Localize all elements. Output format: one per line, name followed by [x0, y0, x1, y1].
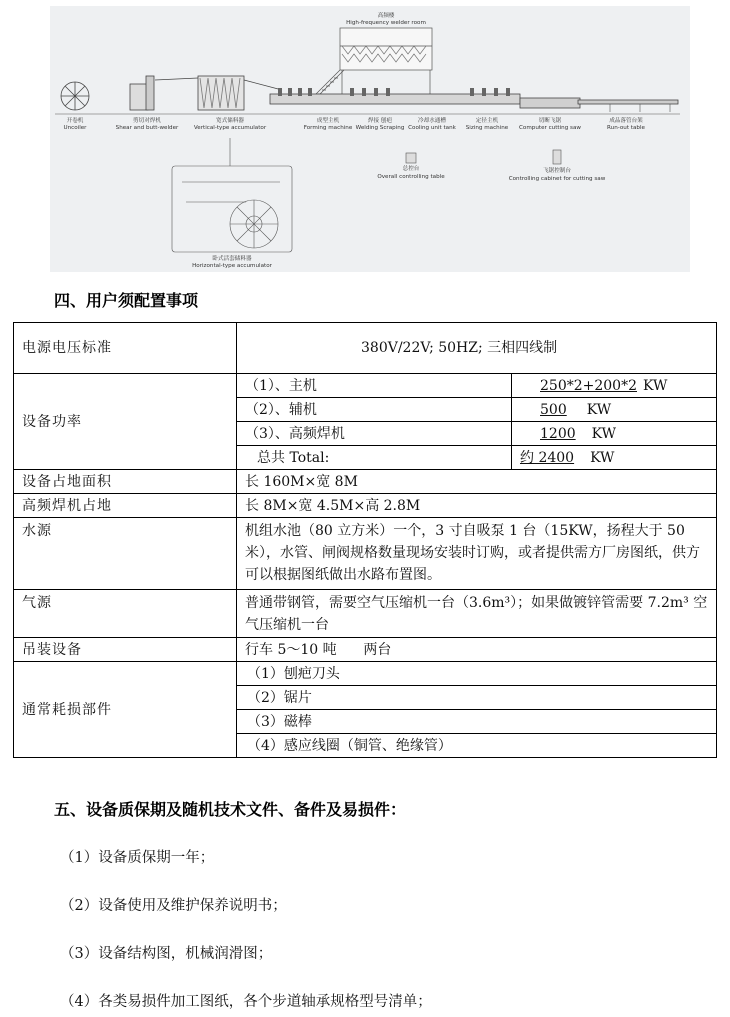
equip-item-value: 1200 [540, 425, 576, 442]
wear-part-item: （1）刨疤刀头 [237, 662, 717, 686]
equip-item-unit: KW [591, 425, 616, 442]
list-item: （2）设备使用及维护保养说明书； [60, 898, 287, 914]
equip-item-value-cell [512, 446, 717, 470]
wear-part-item: （4）感应线圈（铜管、绝缘管） [237, 734, 717, 758]
station-label-cn: 切断飞锯 [538, 118, 562, 124]
equip-item-value-cell [512, 398, 717, 422]
equip-item-value-cell [512, 374, 717, 398]
water-value: 机组水池（80 立方米）一个，3 寸自吸泵 1 台（15KW，扬程大于 50 米），水管、闸阀规格数量现场安装时订购，或者提供需方厂房图纸，供方可以根据图纸做出水路布置图。 [237, 518, 717, 590]
control-table-label-cn: 总控台 [402, 166, 420, 172]
list-item: （1）设备质保期一年； [60, 850, 215, 866]
equip-item-value: 约 2400 [520, 449, 575, 466]
hf-welder-area-value: 长 8M×宽 4.5M×高 2.8M [237, 494, 717, 518]
station-label-en: Welding Scraping [355, 125, 405, 131]
power-label: 电源电压标准 [14, 323, 237, 374]
table-row [14, 470, 717, 494]
equip-item-value-cell [512, 422, 717, 446]
air-value: 普通带钢管，需要空气压缩机一台（3.6m³）；如果做镀锌管需要 7.2m³ 空气压缩机一台 [237, 590, 717, 638]
list-item: （3）设备结构图，机械润滑图； [60, 946, 273, 962]
station-label-cn: 开卷机 [66, 118, 84, 124]
station-label-en: Sizing machine [465, 125, 509, 131]
crane-value: 行车 5～10 吨 两台 [237, 638, 717, 662]
equip-item-unit: KW [643, 377, 668, 394]
saw-cabinet-label-cn: 飞锯控制台 [543, 168, 571, 174]
configuration-table [13, 322, 717, 758]
station-label-cn: 定径主机 [475, 118, 499, 124]
station-label-cn: 焊接 刨疤 [367, 118, 393, 124]
equip-item-unit: KW [586, 401, 612, 418]
table-row [14, 323, 717, 374]
station-label-en: Uncoiler [63, 125, 87, 131]
area-label: 设备占地面积 [14, 470, 237, 494]
equip-item-value: 500 [540, 401, 567, 418]
control-table-label-en: Overall controlling table [377, 174, 445, 180]
equip-item-name: （1）、主机 [237, 374, 512, 398]
section-5-title: 五、设备质保期及随机技术文件、备件及易损件： [54, 800, 407, 819]
horizontal-accumulator-label-cn: 卧式活套储料器 [212, 256, 252, 262]
section-4-title: 四、用户须配置事项 [54, 291, 199, 310]
equip-item-unit: KW [590, 449, 615, 466]
equip-power-label: 设备功率 [14, 374, 237, 470]
area-value: 长 160M×宽 8M [237, 470, 717, 494]
station-label-cn: 成品落管台架 [609, 118, 643, 124]
station-label-en: Cooling unit tank [408, 125, 456, 131]
station-label-cn: 剪切对焊机 [133, 118, 161, 124]
saw-cabinet-label-en: Controlling cabinet for cutting saw [508, 176, 606, 182]
table-row [14, 638, 717, 662]
wear-parts-label: 通常耗损部件 [14, 662, 237, 758]
equip-item-name: （3）、高频焊机 [237, 422, 512, 446]
water-label: 水源 [14, 518, 237, 590]
table-row [14, 518, 717, 590]
production-line-diagram [50, 6, 690, 272]
equip-item-value: 250*2+200*2 [540, 377, 637, 394]
wear-part-item: （2）锯片 [237, 686, 717, 710]
station-label-en: Forming machine [303, 125, 353, 131]
table-row [14, 590, 717, 638]
crane-label: 吊装设备 [14, 638, 237, 662]
station-label-en: Run-out table [607, 125, 645, 131]
station-label-cn: 冷却水通槽 [418, 118, 446, 124]
wear-part-item: （3）磁棒 [237, 710, 717, 734]
list-item: （4）各类易损件加工图纸，各个步道轴承规格型号清单； [60, 994, 432, 1010]
hf-welder-area-label: 高频焊机占地 [14, 494, 237, 518]
station-label-en: Vertical-type accumulator [193, 125, 267, 131]
table-row [14, 662, 717, 686]
equip-item-name: （2）、辅机 [237, 398, 512, 422]
horizontal-accumulator-label-en: Horizontal-type accumulator [192, 263, 272, 269]
station-label-en: Computer cutting saw [519, 125, 581, 131]
production-line-drawing [50, 6, 690, 272]
welder-room-label-cn: 高频楼 [377, 13, 395, 19]
welder-room-label-en: High-frequency welder room [346, 20, 426, 26]
equip-total-name: 总共 Total: [237, 446, 512, 470]
table-row [14, 494, 717, 518]
air-label: 气源 [14, 590, 237, 638]
power-value: 380V/22V; 50HZ; 三相四线制 [237, 323, 717, 374]
station-label-cn: 宽式储料器 [216, 118, 244, 124]
station-label-cn: 成型主机 [316, 118, 340, 124]
table-row [14, 374, 717, 398]
station-label-en: Shear and butt-welder [115, 125, 179, 131]
